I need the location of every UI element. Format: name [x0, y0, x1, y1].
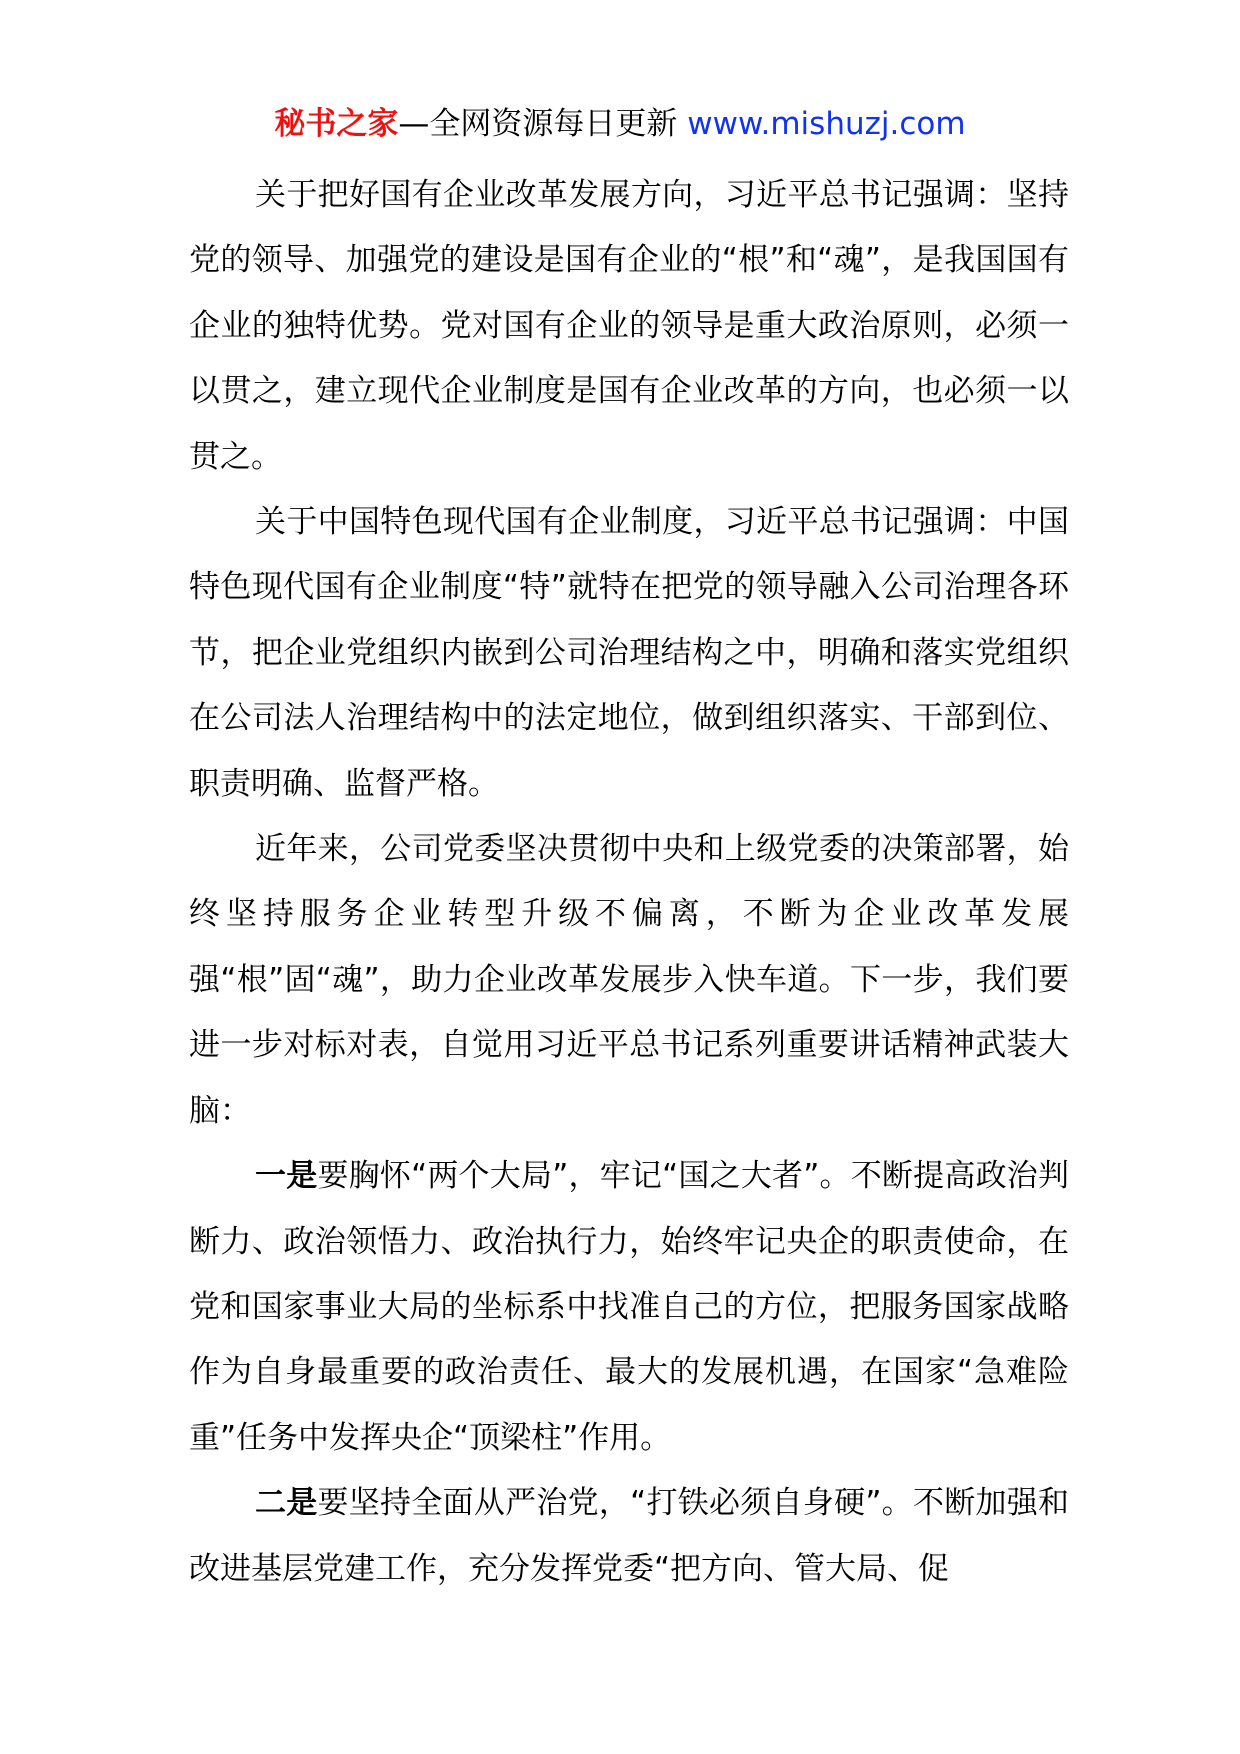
header-url[interactable]: www.mishuzj.com — [687, 106, 966, 142]
document-body — [189, 163, 1069, 1602]
paragraph-text: 关于把好国有企业改革发展方向，习近平总书记强调：坚持党的领导、加强党的建设是国有企业的“根”和“魂”，是我国国有企业的独特优势。党对国有企业的领导是重大政治原则，必须一以贯之，建立现代企业制度是国有企业改革的方向，也必须一以贯之。 — [189, 177, 1069, 475]
header-tagline: —全网资源每日更新 — [398, 106, 688, 142]
paragraph-text: 近年来，公司党委坚决贯彻中央和上级党委的决策部署，始终坚持服务企业转型升级不偏离，不断为企业改革发展强“根”固“魂”，助力企业改革发展步入快车道。下一步，我们要进一步对标对表，自觉用习近平总书记系列重要讲话精神武装大脑： — [189, 831, 1069, 1129]
paragraph-lead: 一是 — [255, 1158, 318, 1195]
page-header — [0, 100, 1240, 148]
paragraph-1 — [189, 163, 1069, 490]
paragraph-4 — [189, 1144, 1069, 1471]
paragraph-text: 关于中国特色现代国有企业制度，习近平总书记强调：中国特色现代国有企业制度“特”就特在把党的领导融入公司治理各环节，把企业党组织内嵌到公司治理结构之中，明确和落实党组织在公司法人治理结构中的法定地位，做到组织落实、干部到位、职责明确、监督严格。 — [189, 504, 1069, 802]
header-brand: 秘书之家 — [274, 106, 399, 142]
paragraph-2 — [189, 490, 1069, 817]
paragraph-3 — [189, 817, 1069, 1144]
paragraph-text: 要胸怀“两个大局”，牢记“国之大者”。不断提高政治判断力、政治领悟力、政治执行力，始终牢记央企的职责使命，在党和国家事业大局的坐标系中找准自己的方位，把服务国家战略作为自身最重要的政治责任、最大的发展机遇，在国家“急难险重”任务中发挥央企“顶梁柱”作用。 — [189, 1158, 1069, 1456]
paragraph-5 — [189, 1471, 1069, 1602]
paragraph-text: 要坚持全面从严治党，“打铁必须自身硬”。不断加强和改进基层党建工作，充分发挥党委“把方向、管大局、促 — [189, 1485, 1069, 1587]
paragraph-lead: 二是 — [255, 1485, 318, 1522]
